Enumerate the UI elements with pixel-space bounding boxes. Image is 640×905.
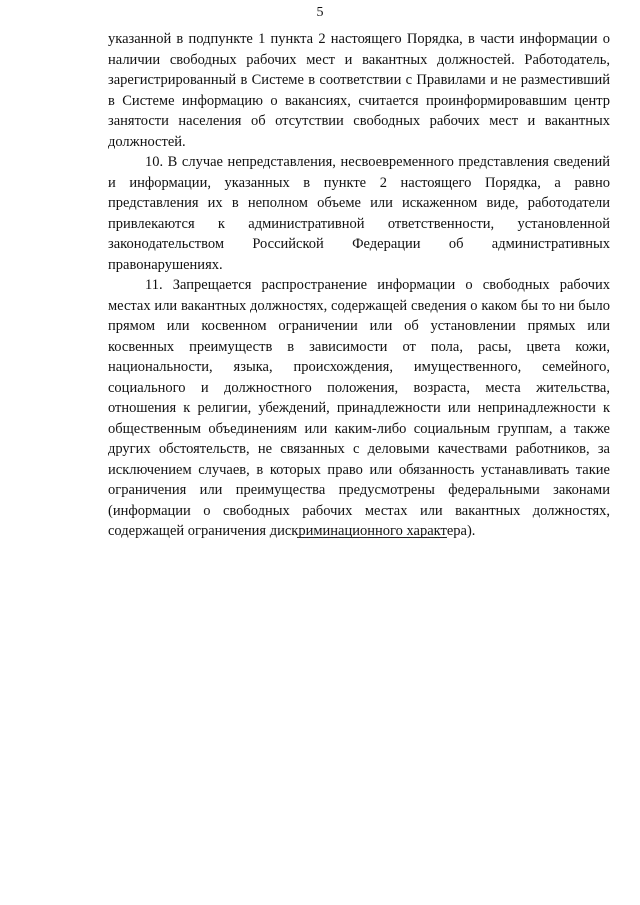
paragraph-item-11: 11. Запрещается распространение информации о свободных рабочих местах или вакантных должностях, содержащей сведения о каком бы то ни было прямом или косвенном ограничении или об установлении прямых или косвенных преимуществ в зависимости от пола, расы, цвета кожи, национальности, языка, происхождения, имущественного, семейного, социального и должностного положения, возраста, места жительства, отношения к религии, убеждений, принадлежности или непринадлежности к общественным объединениям или каким-либо социальным группам, а также других обстоятельств, не связанных с деловыми качествами работников, за исключением случаев, в которых право или обязанность устанавливать такие ограничения или преимущества предусмотрены федеральными законами (информации о свободных рабочих местах или вакантных должностях, содержащей ограничения дискриминационного характера). xyxy=(108,277,610,539)
document-body xyxy=(108,29,610,542)
paragraph-continuation: указанной в подпункте 1 пункта 2 настоящего Порядка, в части информации о наличии свободных рабочих мест и вакантных должностей. Работодатель, зарегистрированный в Системе в соответствии с Правилами и не разместивший в Системе информацию о вакансиях, считается проинформировавшим центр занятости населения об отсутствии свободных рабочих мест и вакантных должностей. xyxy=(108,31,610,150)
paragraph-item-10: 10. В случае непредставления, несвоевременного представления сведений и информации, указанных в пункте 2 настоящего Порядка, а равно представления их в неполном объеме или искаженном виде, работодатели привлекаются к административной ответственности, установленной законодательством Российской Федерации об административных правонарушениях. xyxy=(108,154,610,273)
end-divider-line xyxy=(297,537,447,538)
page-number: 5 xyxy=(316,5,324,20)
